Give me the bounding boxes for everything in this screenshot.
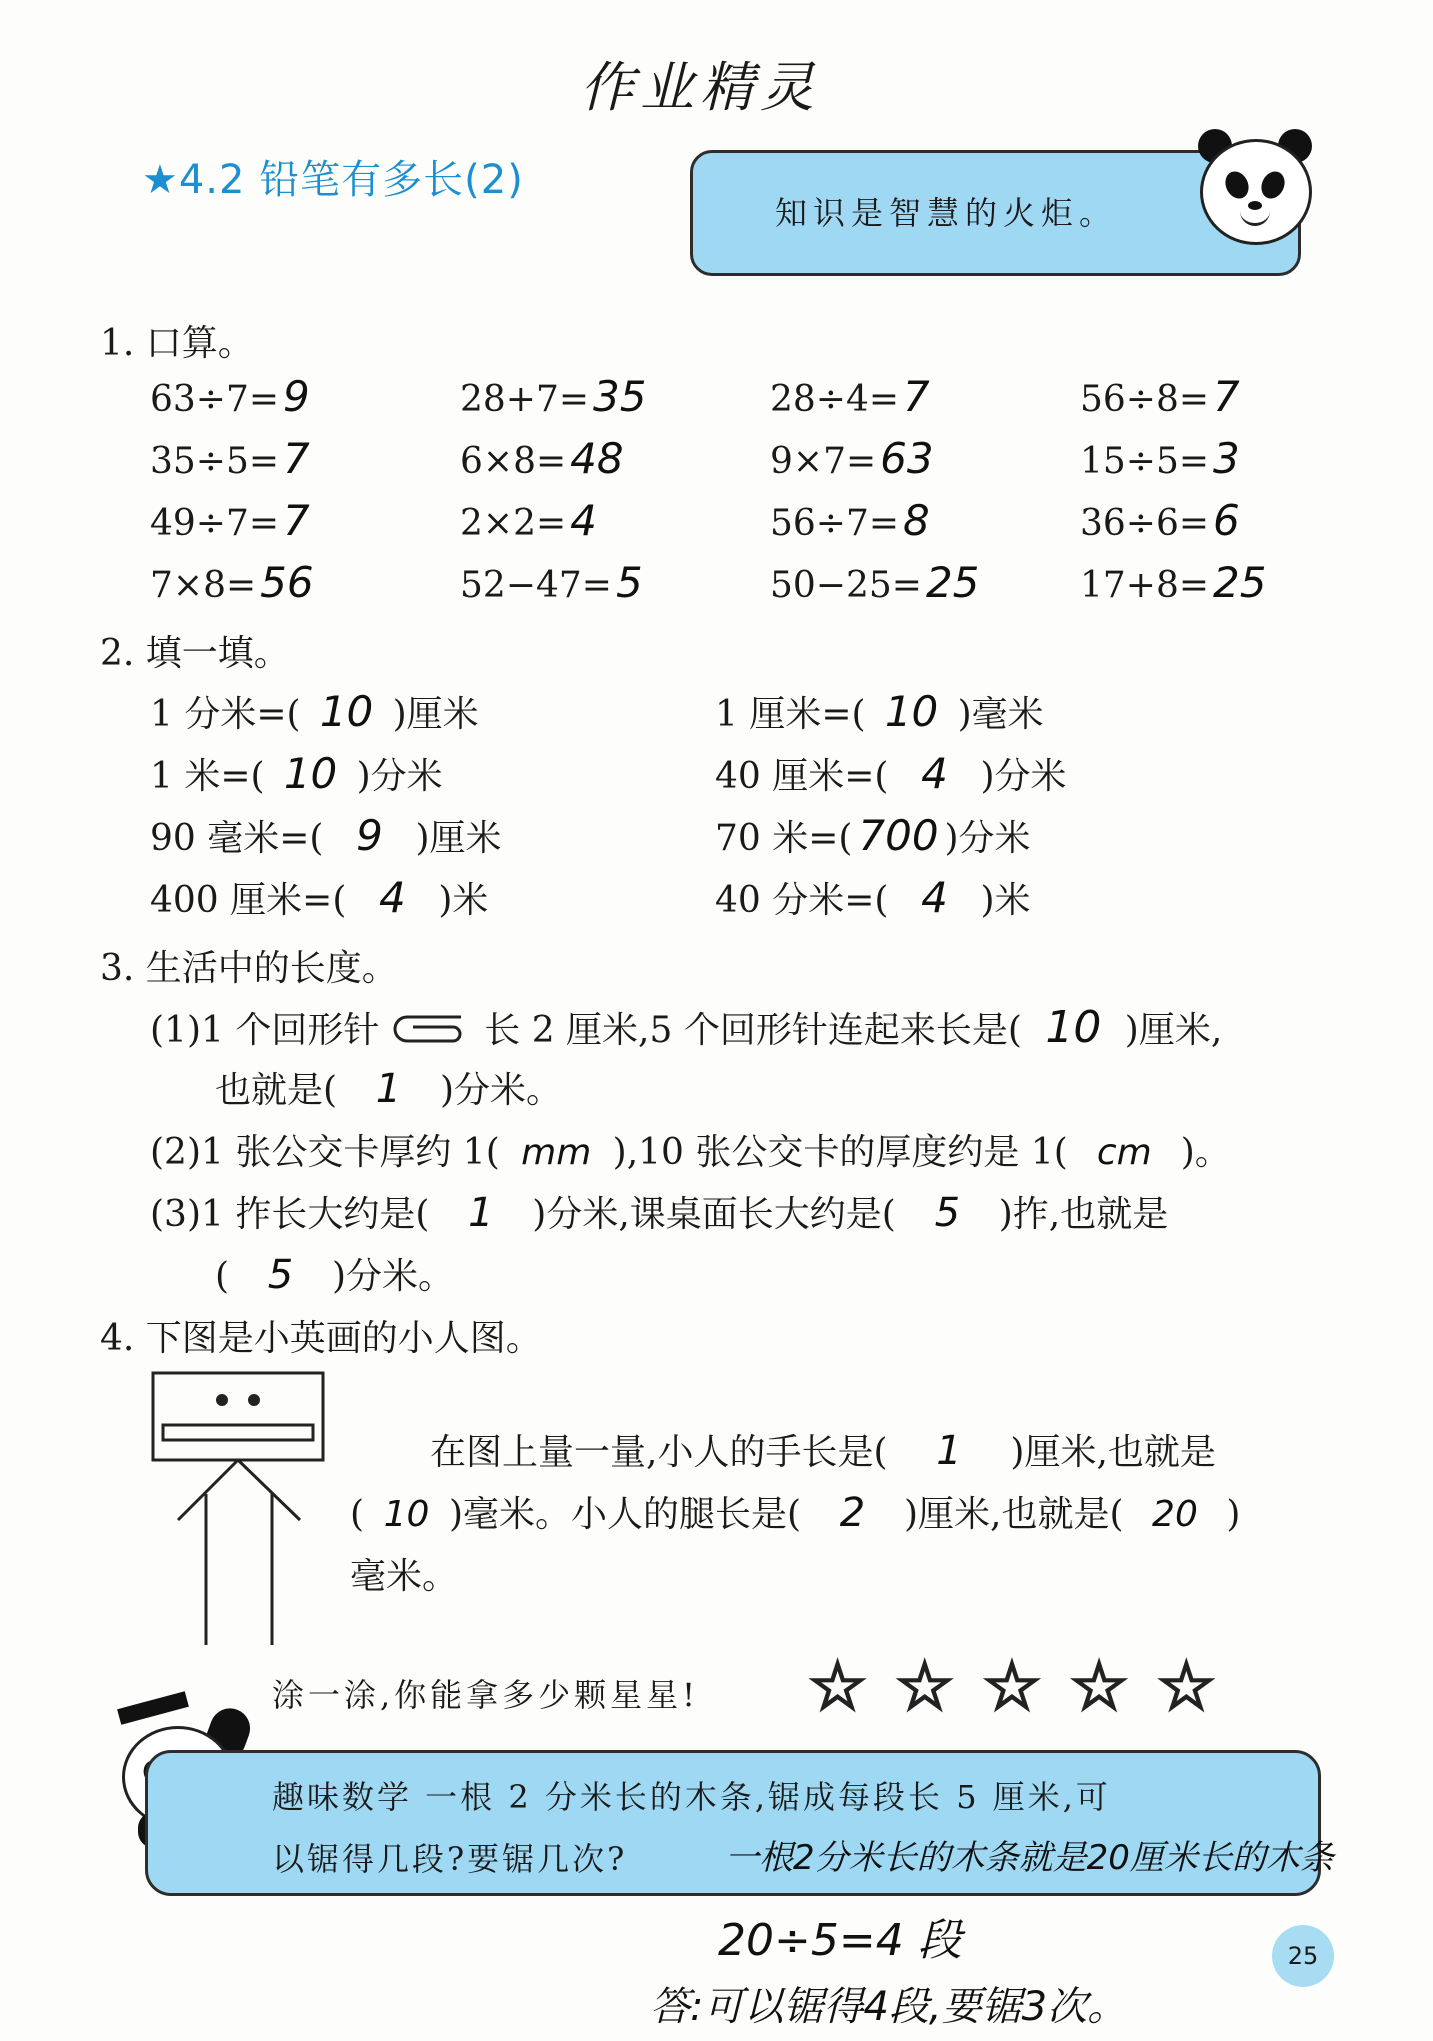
q2-prefix: 1 厘米=( — [715, 694, 866, 735]
q2-item — [150, 748, 443, 799]
q3-line-3 — [150, 1124, 1231, 1175]
q2-prefix: 1 米=( — [150, 756, 265, 797]
q2-answer: 10 — [884, 687, 939, 736]
q1-answer: 5 — [615, 558, 643, 607]
q1-item — [770, 558, 979, 607]
q3-text: 长 2 厘米,5 个回形针连起来长是( — [484, 1010, 1022, 1051]
q1-item — [1080, 372, 1240, 421]
q2-suffix: )厘米 — [415, 818, 502, 859]
stick-figure-drawing — [150, 1370, 330, 1654]
q2-item — [715, 810, 1031, 861]
q1-item — [150, 434, 310, 483]
fun-math-answer-line-2: 20÷5=4 段 — [718, 1915, 962, 1966]
q1-expression: 7×8= — [150, 565, 257, 606]
q2-suffix: )分米 — [356, 756, 443, 797]
q2-answer: 4 — [379, 873, 406, 922]
q2-item — [715, 872, 1031, 923]
q3-title: 3. 生活中的长度。 — [100, 948, 398, 989]
star-icon[interactable]: ☆ — [1156, 1648, 1216, 1725]
q1-item — [150, 496, 310, 545]
q1-expression: 28+7= — [460, 379, 590, 420]
q1-answer: 8 — [903, 496, 930, 545]
q1-item — [460, 434, 624, 483]
q1-item — [1080, 558, 1267, 607]
q1-answer: 48 — [570, 434, 624, 483]
q1-expression: 49÷7= — [150, 503, 280, 544]
q1-expression: 9×7= — [770, 441, 877, 482]
q2-prefix: 40 分米=( — [715, 880, 889, 921]
panda-top-icon — [1190, 125, 1320, 255]
q4-answer: 20 — [1152, 1494, 1198, 1535]
q1-answer: 25 — [925, 558, 980, 607]
q3-text: )分米。 — [439, 1070, 562, 1111]
q1-expression: 52−47= — [460, 565, 612, 606]
q3-text: ),10 张公交卡的厚度约是 1( — [612, 1132, 1068, 1173]
q1-item — [1080, 496, 1240, 545]
q1-item — [150, 372, 310, 421]
q4-answer: 10 — [383, 1494, 430, 1535]
q1-answer: 63 — [880, 434, 934, 483]
q2-item — [715, 748, 1067, 799]
q1-expression: 6×8= — [460, 441, 567, 482]
q3-text: )。 — [1180, 1132, 1231, 1173]
q3-text: )分米。 — [331, 1256, 454, 1297]
q2-item — [150, 686, 479, 737]
q2-answer: 10 — [319, 687, 374, 736]
q1-answer: 4 — [570, 496, 597, 545]
q4-text: )厘米,也就是( — [903, 1494, 1124, 1535]
q2-item — [715, 686, 1044, 737]
q1-item — [770, 496, 930, 545]
q1-answer: 35 — [593, 372, 647, 421]
fun-math-question-line-1: 趣味数学 一根 2 分米长的木条,锯成每段长 5 厘米,可 — [272, 1778, 1111, 1816]
q1-answer: 56 — [260, 558, 314, 607]
q1-title: 1. 口算。 — [100, 323, 254, 364]
q3-answer: mm — [521, 1132, 592, 1173]
q2-suffix: )分米 — [980, 756, 1067, 797]
q3-answer: 1 — [375, 1066, 402, 1112]
page-number: 25 — [1272, 1925, 1334, 1987]
q1-expression: 56÷7= — [770, 503, 900, 544]
q3-answer: 1 — [468, 1190, 494, 1236]
q4-answer: 2 — [839, 1490, 866, 1536]
q4-text: )毫米。小人的腿长是( — [448, 1494, 802, 1535]
star-icon[interactable]: ☆ — [895, 1648, 955, 1725]
q1-expression: 56÷8= — [1080, 379, 1210, 420]
q2-answer: 9 — [356, 811, 383, 860]
star-icon[interactable]: ☆ — [982, 1648, 1042, 1725]
q2-prefix: 400 厘米=( — [150, 880, 347, 921]
q4-text: 在图上量一量,小人的手长是( — [430, 1432, 888, 1473]
q3-text: )厘米, — [1124, 1010, 1223, 1051]
paperclip-icon — [391, 1009, 473, 1058]
q3-text: (2)1 张公交卡厚约 1( — [150, 1132, 500, 1173]
q2-item — [150, 872, 488, 923]
q1-answer: 7 — [903, 372, 930, 421]
q1-expression: 35÷5= — [150, 441, 280, 482]
q4-line-2 — [350, 1486, 1240, 1537]
q1-expression: 63÷7= — [150, 379, 280, 420]
q2-suffix: )分米 — [944, 818, 1031, 859]
q2-prefix: 70 米=( — [715, 818, 853, 859]
q4-text: ( — [350, 1494, 365, 1535]
q3-answer: 5 — [267, 1252, 294, 1298]
star-icon[interactable]: ☆ — [808, 1648, 868, 1725]
q3-line-2 — [215, 1062, 562, 1113]
q3-text: 也就是( — [215, 1070, 338, 1111]
q1-answer: 3 — [1213, 434, 1240, 483]
q1-expression: 50−25= — [770, 565, 922, 606]
q1-item — [460, 558, 643, 607]
q3-answer: cm — [1096, 1132, 1152, 1173]
q1-expression: 15÷5= — [1080, 441, 1210, 482]
q2-item — [150, 810, 502, 861]
q2-prefix: 1 分米=( — [150, 694, 301, 735]
q2-answer: 10 — [283, 749, 338, 798]
q3-text: )分米,课桌面长大约是( — [532, 1194, 896, 1235]
q1-answer: 25 — [1213, 558, 1267, 607]
q4-text: )厘米,也就是 — [1010, 1432, 1216, 1473]
q2-title: 2. 填一填。 — [100, 633, 290, 674]
q2-answer: 4 — [921, 749, 948, 798]
q4-line-1 — [430, 1424, 1216, 1475]
q3-text: (1)1 个回形针 — [150, 1010, 380, 1051]
q3-answer: 10 — [1045, 1002, 1102, 1053]
star-rating-row — [808, 1648, 1244, 1725]
q1-answer: 7 — [283, 496, 310, 545]
q3-text: ( — [215, 1256, 230, 1297]
q2-suffix: )毫米 — [957, 694, 1044, 735]
q1-expression: 36÷6= — [1080, 503, 1210, 544]
fun-math-question-line-2: 以锯得几段?要锯几次? — [272, 1840, 628, 1878]
lesson-title: ★4.2 铅笔有多长(2) — [142, 157, 524, 203]
fun-math-answer-line-3: 答:可以锯得4段,要锯3次。 — [650, 1984, 1128, 2030]
q1-answer: 6 — [1213, 496, 1240, 545]
q2-answer: 4 — [921, 873, 948, 922]
q2-suffix: )米 — [980, 880, 1031, 921]
q4-line-3: 毫米。 — [350, 1556, 459, 1597]
q4-title: 4. 下图是小英画的小人图。 — [100, 1318, 542, 1359]
q3-text: (3)1 拃长大约是( — [150, 1194, 430, 1235]
q1-expression: 28÷4= — [770, 379, 900, 420]
q2-prefix: 90 毫米=( — [150, 818, 324, 859]
q3-text: )拃,也就是 — [998, 1194, 1169, 1235]
q3-line-5 — [215, 1248, 454, 1299]
q1-item — [770, 372, 930, 421]
q4-answer: 1 — [936, 1428, 962, 1474]
q2-answer: 700 — [858, 811, 939, 860]
q1-item — [460, 372, 647, 421]
q1-item — [1080, 434, 1240, 483]
q3-line-4 — [150, 1186, 1168, 1237]
q1-item — [150, 558, 314, 607]
q1-item — [770, 434, 934, 483]
q2-suffix: )厘米 — [392, 694, 479, 735]
stars-label: 涂一涂,你能拿多少颗星星! — [272, 1676, 700, 1714]
star-icon[interactable]: ☆ — [1069, 1648, 1129, 1725]
q1-item — [460, 496, 597, 545]
brand-watermark-title: 作业精灵 — [580, 56, 820, 119]
motto-text: 知识是智慧的火炬。 — [775, 194, 1118, 232]
fun-math-answer-line-1: 一根2分米长的木条就是20厘米长的木条 — [725, 1838, 1334, 1878]
q1-answer: 9 — [283, 372, 310, 421]
q3-answer: 5 — [934, 1190, 961, 1236]
q4-text: ) — [1226, 1494, 1241, 1535]
q2-prefix: 40 厘米=( — [715, 756, 889, 797]
q3-line-1 — [150, 1002, 1222, 1058]
q1-expression: 17+8= — [1080, 565, 1210, 606]
q1-expression: 2×2= — [460, 503, 567, 544]
q1-answer: 7 — [283, 434, 310, 483]
q1-answer: 7 — [1213, 372, 1240, 421]
q2-suffix: )米 — [438, 880, 489, 921]
